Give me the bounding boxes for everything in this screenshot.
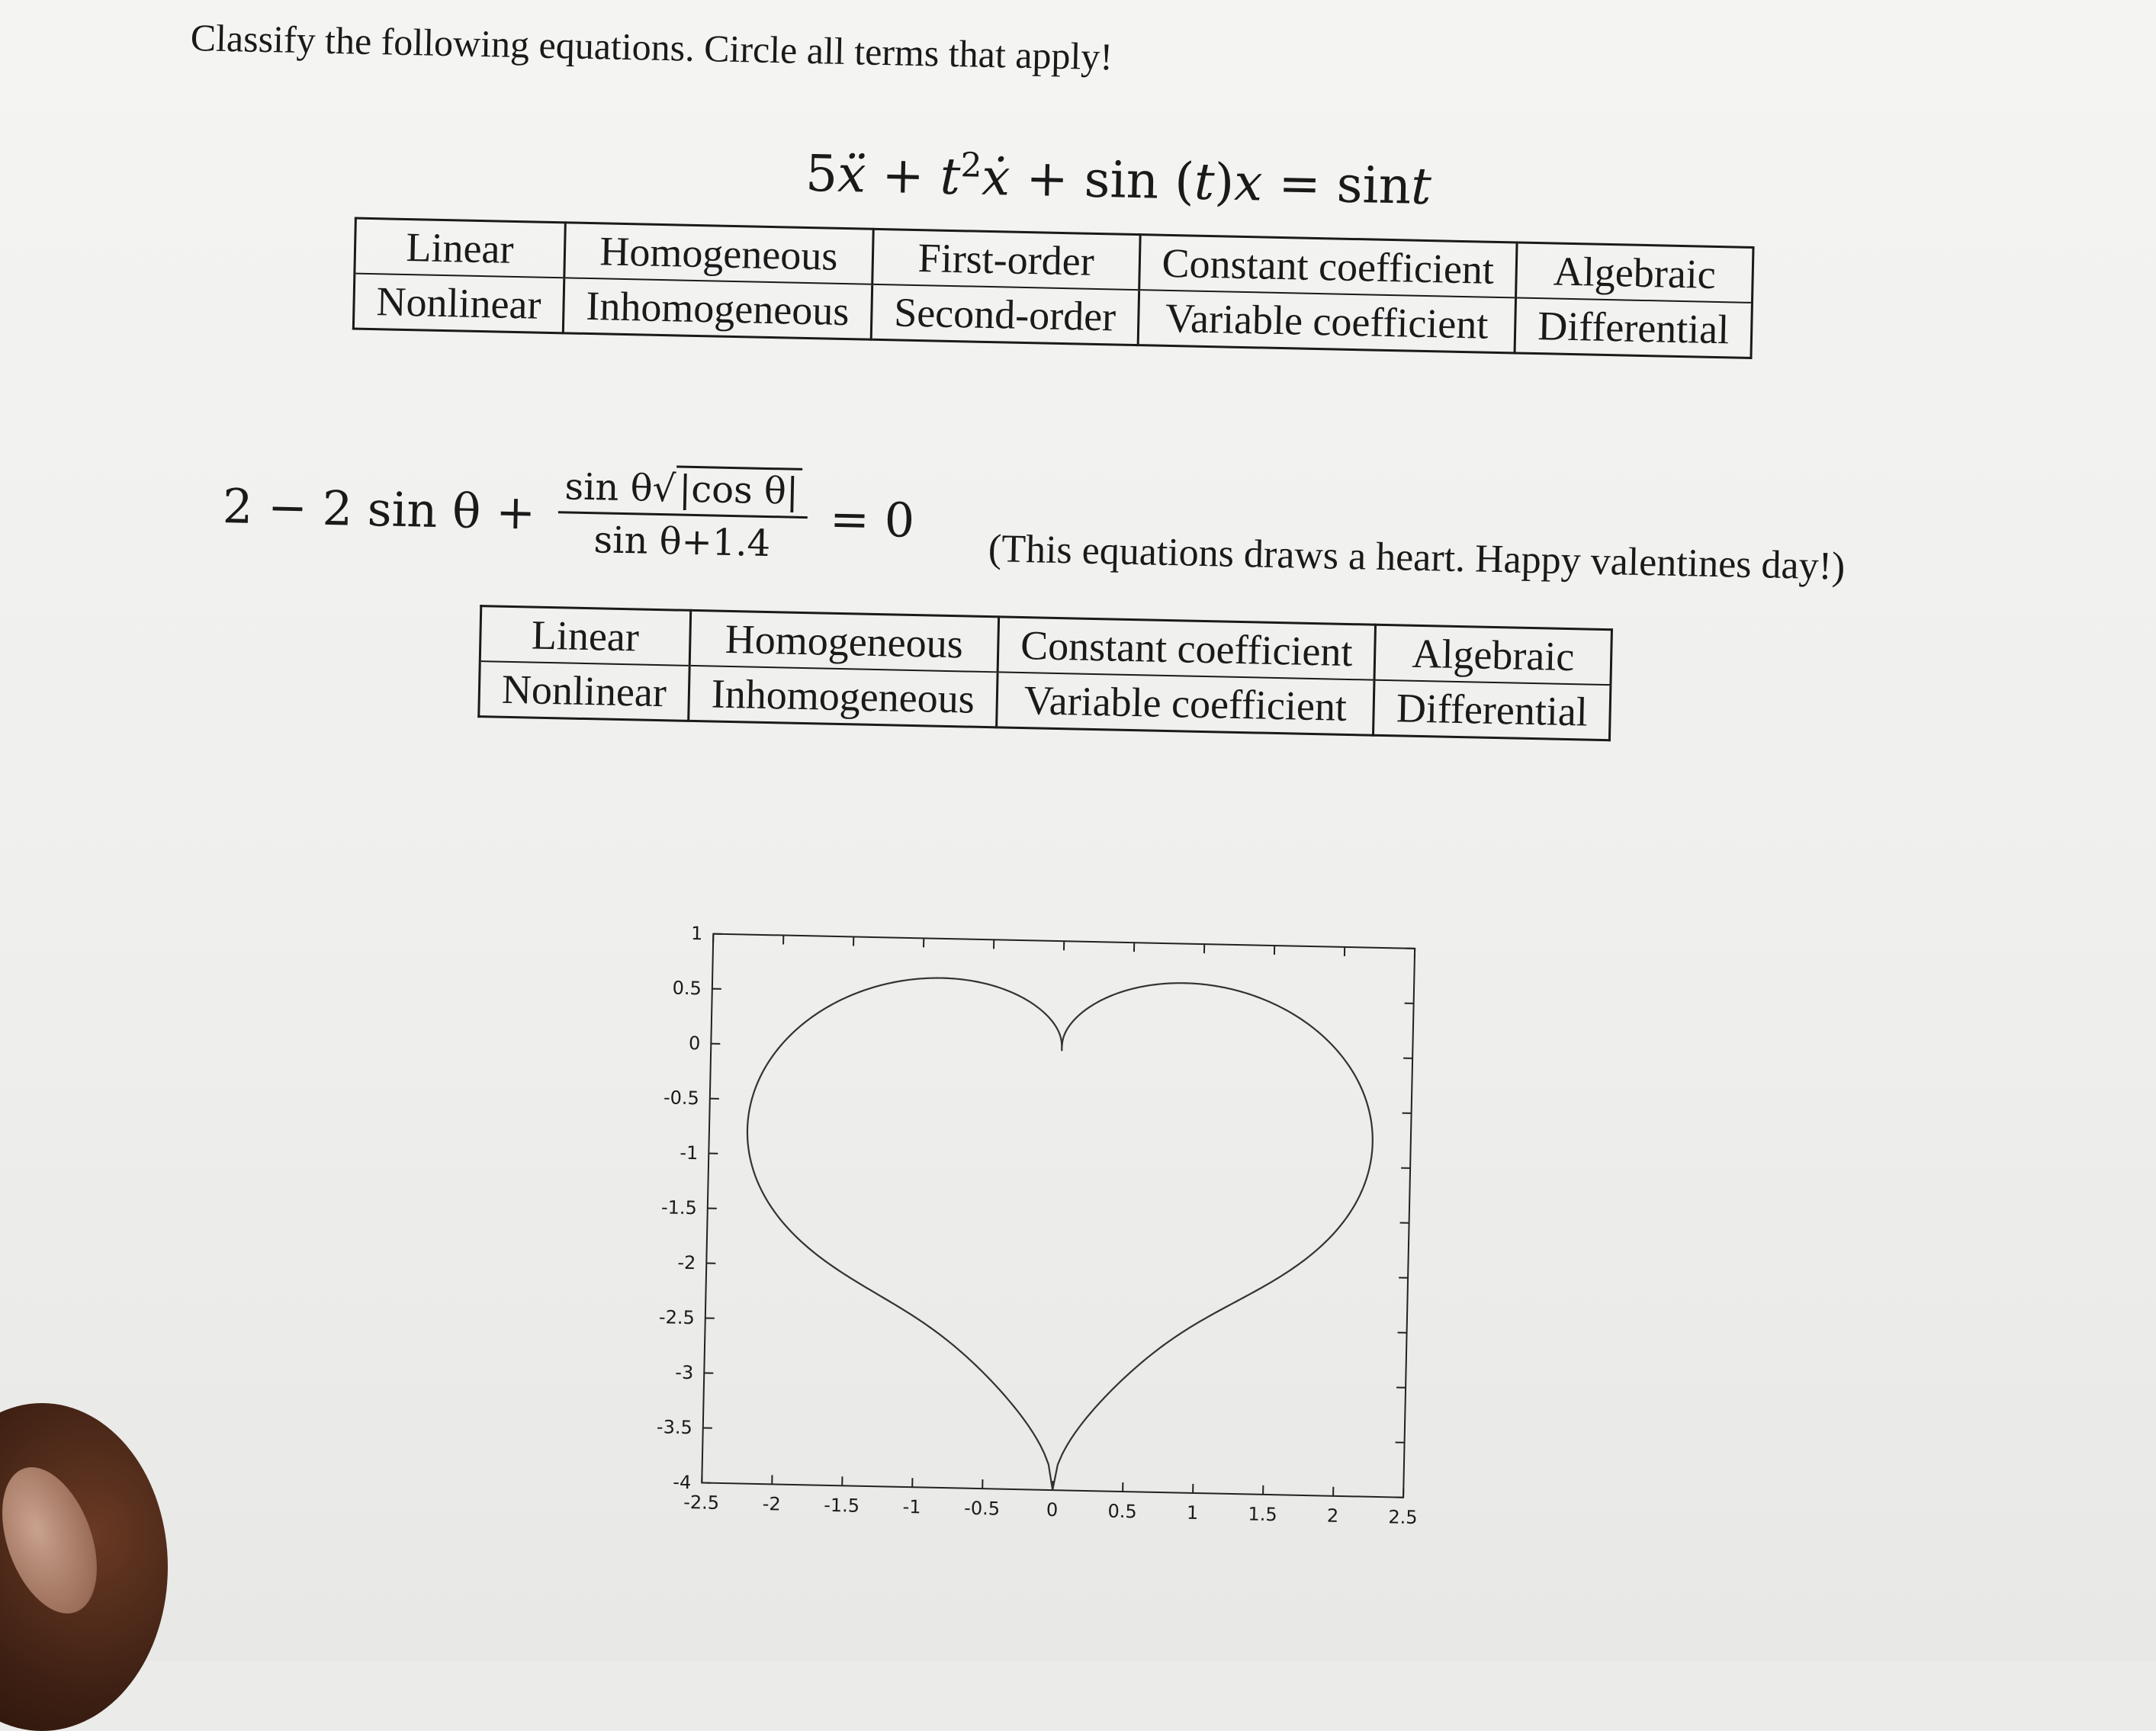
y-tick-label: -3.5 xyxy=(657,1416,692,1438)
classification-table-1 xyxy=(352,217,1755,359)
option-variable-coefficient[interactable]: Variable coefficient xyxy=(996,672,1374,735)
y-axis-ticks xyxy=(655,922,1415,1508)
x-tick-label: 2 xyxy=(1327,1505,1339,1527)
x-tick-label: -1.5 xyxy=(824,1495,860,1517)
eq1-rhs-sin: sin xyxy=(1336,156,1412,216)
option-linear[interactable]: Linear xyxy=(355,218,565,278)
eq2-radical: √ xyxy=(652,467,676,511)
option-nonlinear[interactable]: Nonlinear xyxy=(479,661,689,721)
y-tick-label: -3 xyxy=(675,1362,694,1383)
y-tick-label: -1.5 xyxy=(661,1196,697,1219)
eq1-plus: + xyxy=(882,146,925,205)
eq2-rhs: = 0 xyxy=(829,491,915,548)
eq1-x: x xyxy=(1233,153,1263,213)
option-differential[interactable]: Differential xyxy=(1374,680,1611,740)
y-tick-label: 0.5 xyxy=(672,978,702,1000)
option-algebraic[interactable]: Algebraic xyxy=(1516,242,1753,303)
option-homogeneous[interactable]: Homogeneous xyxy=(689,610,998,672)
option-nonlinear[interactable]: Nonlinear xyxy=(353,274,564,333)
x-tick-label: 1 xyxy=(1187,1502,1199,1524)
eq2-lead: 2 − 2 sin θ + xyxy=(222,478,536,541)
option-first-order[interactable]: First-order xyxy=(872,229,1140,290)
option-differential[interactable]: Differential xyxy=(1515,297,1752,358)
eq1-lparen: ( xyxy=(1174,152,1194,211)
y-tick-label: -2.5 xyxy=(659,1306,695,1328)
eq1-sin: sin xyxy=(1084,150,1159,210)
option-algebraic[interactable]: Algebraic xyxy=(1374,625,1611,685)
option-constant-coefficient[interactable]: Constant coefficient xyxy=(1139,235,1517,298)
option-variable-coefficient[interactable]: Variable coefficient xyxy=(1138,290,1516,353)
x-axis-ticks xyxy=(683,933,1429,1528)
option-second-order[interactable]: Second-order xyxy=(871,284,1139,345)
x-tick-label: 0 xyxy=(1046,1499,1059,1521)
instructions-text: Classify the following equations. Circle all terms that apply! xyxy=(190,15,1113,79)
y-tick-label: 0 xyxy=(689,1032,701,1054)
eq1-rhs-t: t xyxy=(1410,157,1431,217)
equation-2 xyxy=(222,458,916,568)
x-tick-label: -0.5 xyxy=(964,1498,1000,1520)
y-tick-label: -2 xyxy=(677,1252,696,1273)
x-tick-label: -2.5 xyxy=(683,1492,719,1514)
x-tick-label: 2.5 xyxy=(1388,1506,1418,1528)
eq2-fraction xyxy=(557,465,808,566)
x-tick-label: -1 xyxy=(902,1496,921,1517)
option-homogeneous[interactable]: Homogeneous xyxy=(564,223,873,284)
option-constant-coefficient[interactable]: Constant coefficient xyxy=(998,617,1376,680)
eq1-t: t xyxy=(940,147,961,207)
eq2-denominator: sin θ+1.4 xyxy=(557,513,808,566)
y-tick-label: -4 xyxy=(673,1472,692,1493)
option-inhomogeneous[interactable]: Inhomogeneous xyxy=(563,278,872,339)
x-tick-label: -2 xyxy=(762,1493,781,1514)
eq2-numerator xyxy=(558,465,808,519)
option-inhomogeneous[interactable]: Inhomogeneous xyxy=(689,666,998,727)
eq1-exp: 2 xyxy=(960,146,982,185)
equation-1 xyxy=(805,143,1431,216)
eq1-xddot: ẍ xyxy=(837,145,866,204)
eq1-coef: 5 xyxy=(805,144,838,204)
eq2-num-sin: sin θ xyxy=(564,465,653,509)
eq1-equals: = xyxy=(1278,154,1322,214)
heart-note: (This equations draws a heart. Happy valentines day!) xyxy=(988,526,1845,589)
y-tick-label: 1 xyxy=(691,923,703,944)
heart-plot xyxy=(631,917,1407,1604)
x-tick-label: 1.5 xyxy=(1248,1503,1277,1525)
heart-curve xyxy=(740,974,1376,1496)
y-tick-label: -0.5 xyxy=(664,1087,699,1109)
classification-table-2 xyxy=(477,605,1613,741)
eq1-xdot: ẋ xyxy=(981,148,1011,207)
x-tick-label: 0.5 xyxy=(1107,1501,1137,1523)
eq1-rparen: ) xyxy=(1214,153,1235,212)
eq2-radicand: |cos θ| xyxy=(676,465,802,512)
eq1-t2: t xyxy=(1194,153,1215,212)
option-linear[interactable]: Linear xyxy=(480,606,690,666)
y-tick-label: -1 xyxy=(680,1142,699,1164)
eq1-plus2: + xyxy=(1026,149,1069,208)
